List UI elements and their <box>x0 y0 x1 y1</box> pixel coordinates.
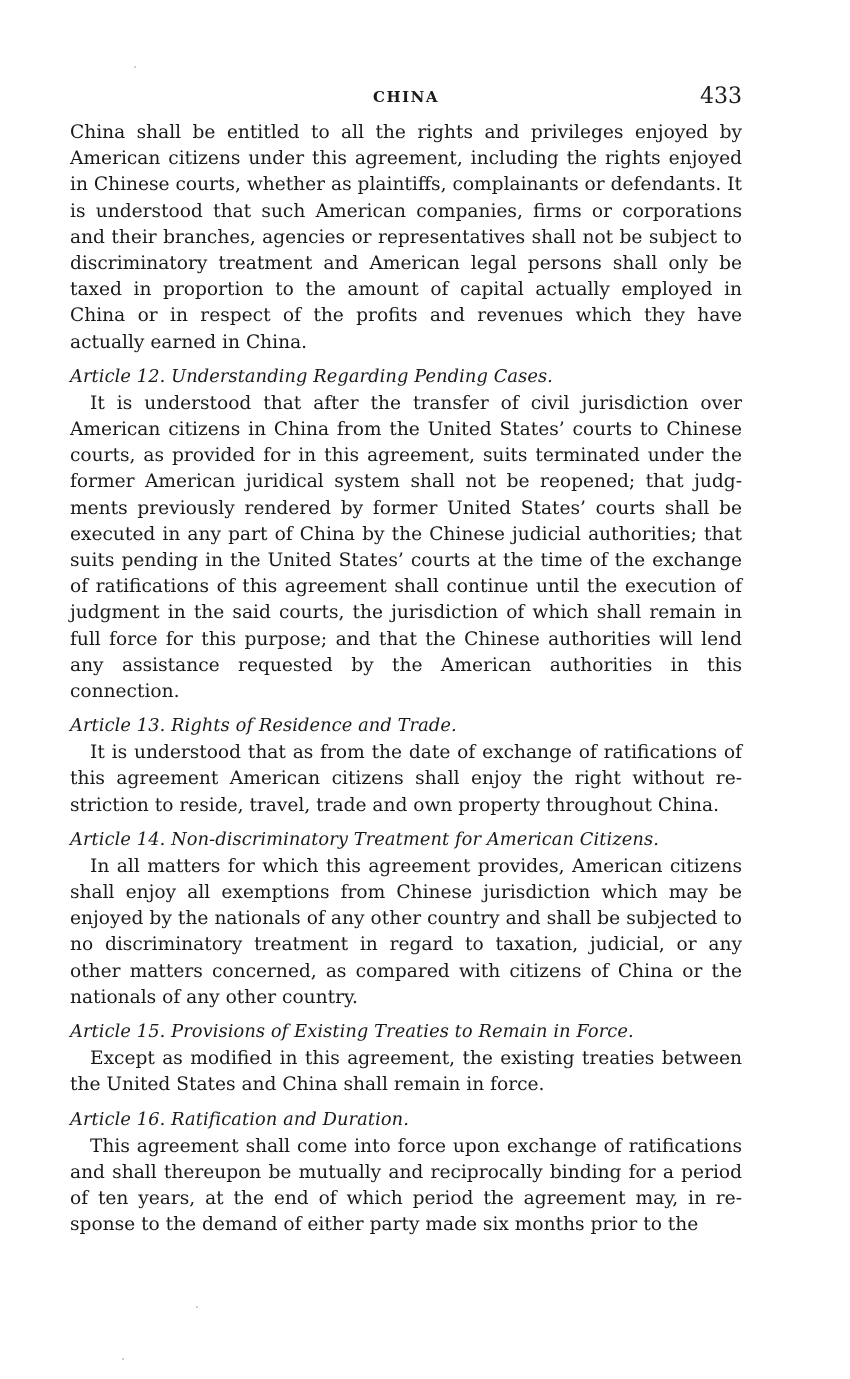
article-12-heading: Article 12. Understanding Regarding Pending Cases. <box>70 365 553 387</box>
scan-speck <box>122 1358 124 1360</box>
article-15-text: Except as modified in this agreement, the existing treaties between the United States and China shall remain in force. <box>70 1048 742 1096</box>
page-number: 433 <box>700 84 742 109</box>
continued-paragraph: China shall be entitled to all the rights and privileges enjoyed by American citizens under this agreement, including the rights enjoyed in Chinese courts, whether as plaintiffs, complainants or defendants. It is understood that such American companies, firms or corporations and their branches, agencies or representatives shall not be subject to discriminatory treatment and American legal persons shall only be taxed in proportion to the amount of capital actually employed in China or in respect of the profits and revenues which they have actually earned in China. <box>70 122 742 353</box>
article-13-heading: Article 13. Rights of Residence and Trade. <box>70 715 457 737</box>
article-14-text: In all matters for which this agreement provides, American citizens shall enjoy all exemptions from Chinese jurisdiction which may be enjoyed by the nationals of any other country and shall be subjected to no discriminatory treatment in regard to taxation, judicial, or any other matters concerned, as compared with citizens of China or the nationals of any other country. <box>70 855 742 1008</box>
article-13-text: It is understood that as from the date of exchange of ratifications of this agreement American citizens shall enjoy the right without restriction to reside, travel, trade and own property throughout China. <box>70 742 742 816</box>
scan-speck <box>134 66 136 68</box>
article-16-text: This agreement shall come into force upon exchange of ratifications and shall thereupon be mutually and reciprocally binding for a period of ten years, at the end of which period the agreement may, in response to the demand of either party made six months prior to the <box>70 1135 742 1236</box>
running-head: CHINA <box>373 88 439 106</box>
book-page <box>70 84 742 1238</box>
page-header <box>70 84 742 120</box>
article-16-heading: Article 16. Ratification and Duration. <box>70 1108 409 1130</box>
article-14-heading: Article 14. Non-discriminatory Treatment for American Citizens. <box>70 828 659 850</box>
article-15-heading: Article 15. Provisions of Existing Treaties to Remain in Force. <box>70 1021 634 1043</box>
article-12-text: It is understood that after the transfer of civil jurisdiction over American citizens in China from the United States’ courts to Chinese courts, as provided for in this agreement, suits terminated under the former American juridical system shall not be reopened; that judgments previously rendered by former United States’ courts shall be executed in any part of China by the Chinese judicial authorities; that suits pending in the United States’ courts at the time of the exchange of ratifications of this agreement shall continue until the execution of judgment in the said courts, the jurisdiction of which shall remain in full force for this purpose; and that the Chinese authorities will lend any assistance requested by the American authorities in this connection. <box>70 392 742 703</box>
scan-speck <box>196 1306 198 1308</box>
